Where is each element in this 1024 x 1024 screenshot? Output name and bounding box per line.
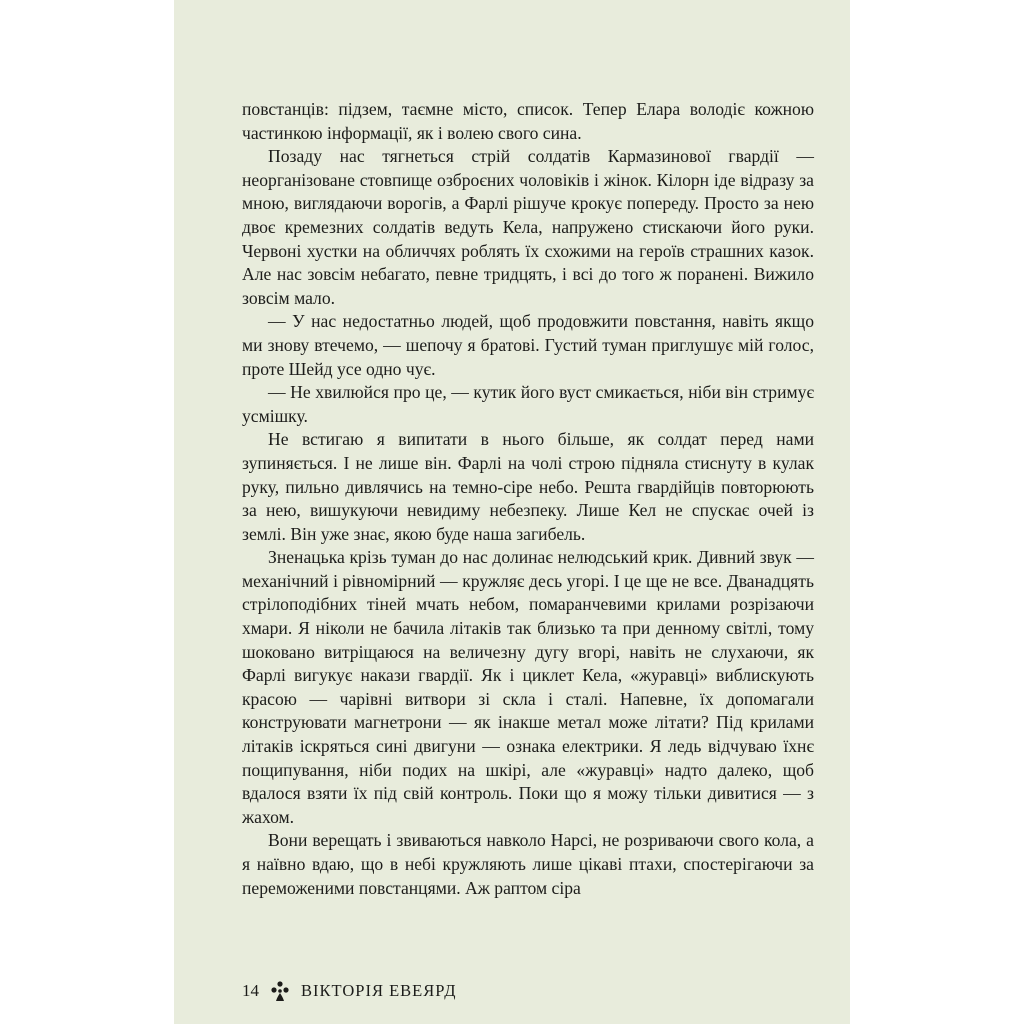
paragraph: Зненацька крізь туман до нас долинає нелюдський крик. Дивний звук — механічний і рівномірний — кружляє десь угорі. І це ще не все. Дванадцять стрілоподібних тіней мчать небом, помаранчевими крилами розрізаючи хмари. Я ніколи не бачила літаків так близько та при денному світлі, тому шоковано витріщаюся на величезну дугу вгорі, навіть не слухаючи, як Фарлі вигукує накази гвардії. Як і циклет Кела, «журавці» виблискують красою — чарівні витвори зі скла і сталі. Напевне, їх допомагали конструювати магнетрони — як інакше метал може літати? Під крилами літаків іскряться сині двигуни — ознака електрики. Я ледь відчуваю їхнє пощипування, ніби подих на шкірі, але «журавці» надто далеко, щоб вдалося взяти їх під свій контроль. Поки що я можу тільки дивитися — з жахом. (242, 547, 814, 827)
paragraph: повстанців: підзем, таємне місто, список. Тепер Елара володіє кожною частинкою інформації, як і волею свого сина. (242, 99, 814, 143)
paragraph: Вони верещать і звиваються навколо Нарсі, не розриваючи свого кола, а я наївно вдаю, що в небі кружляють лише цікаві птахи, спостерігаючи за переможеними повстанцями. Аж раптом сіра (242, 830, 814, 898)
book-page (174, 0, 850, 1024)
paragraph: — Не хвилюйся про це, — кутик його вуст смикається, ніби він стримує усмішку. (242, 382, 814, 426)
paragraph: Позаду нас тягнеться стрій солдатів Кармазинової гвардії — неорганізоване стовпище озброєних чоловіків і жінок. Кілорн іде відразу за мною, виглядаючи ворогів, а Фарлі рішуче крокує попереду. Просто за нею двоє кремезних солдатів ведуть Кела, напружено стискаючи його руки. Червоні хустки на обличчях роблять їх схожими на героїв страшних казок. Але нас зовсім небагато, певне тридцять, і всі до того ж поранені. Вижило зовсім мало. (242, 146, 814, 308)
page-number: 14 (242, 981, 259, 1000)
paragraph: — У нас недостатньо людей, щоб продовжити повстання, навіть якщо ми знову втечемо, — шепочу я братові. Густий туман приглушує мій голос, проте Шейд усе одно чує. (242, 311, 814, 379)
fleuron-icon (269, 980, 291, 1002)
page-footer (242, 977, 456, 1005)
body-text (242, 98, 814, 900)
author-name: ВІКТОРІЯ ЕВЕЯРД (301, 981, 457, 1000)
paragraph: Не встигаю я випитати в нього більше, як солдат перед нами зупиняється. І не лише він. Фарлі на чолі строю підняла стиснуту в кулак руку, пильно дивлячись на темно-сіре небо. Решта гвардійців повторюють за нею, вишукуючи невидиму небезпеку. Лише Кел не спускає очей із землі. Він уже знає, якою буде наша загибель. (242, 429, 814, 544)
